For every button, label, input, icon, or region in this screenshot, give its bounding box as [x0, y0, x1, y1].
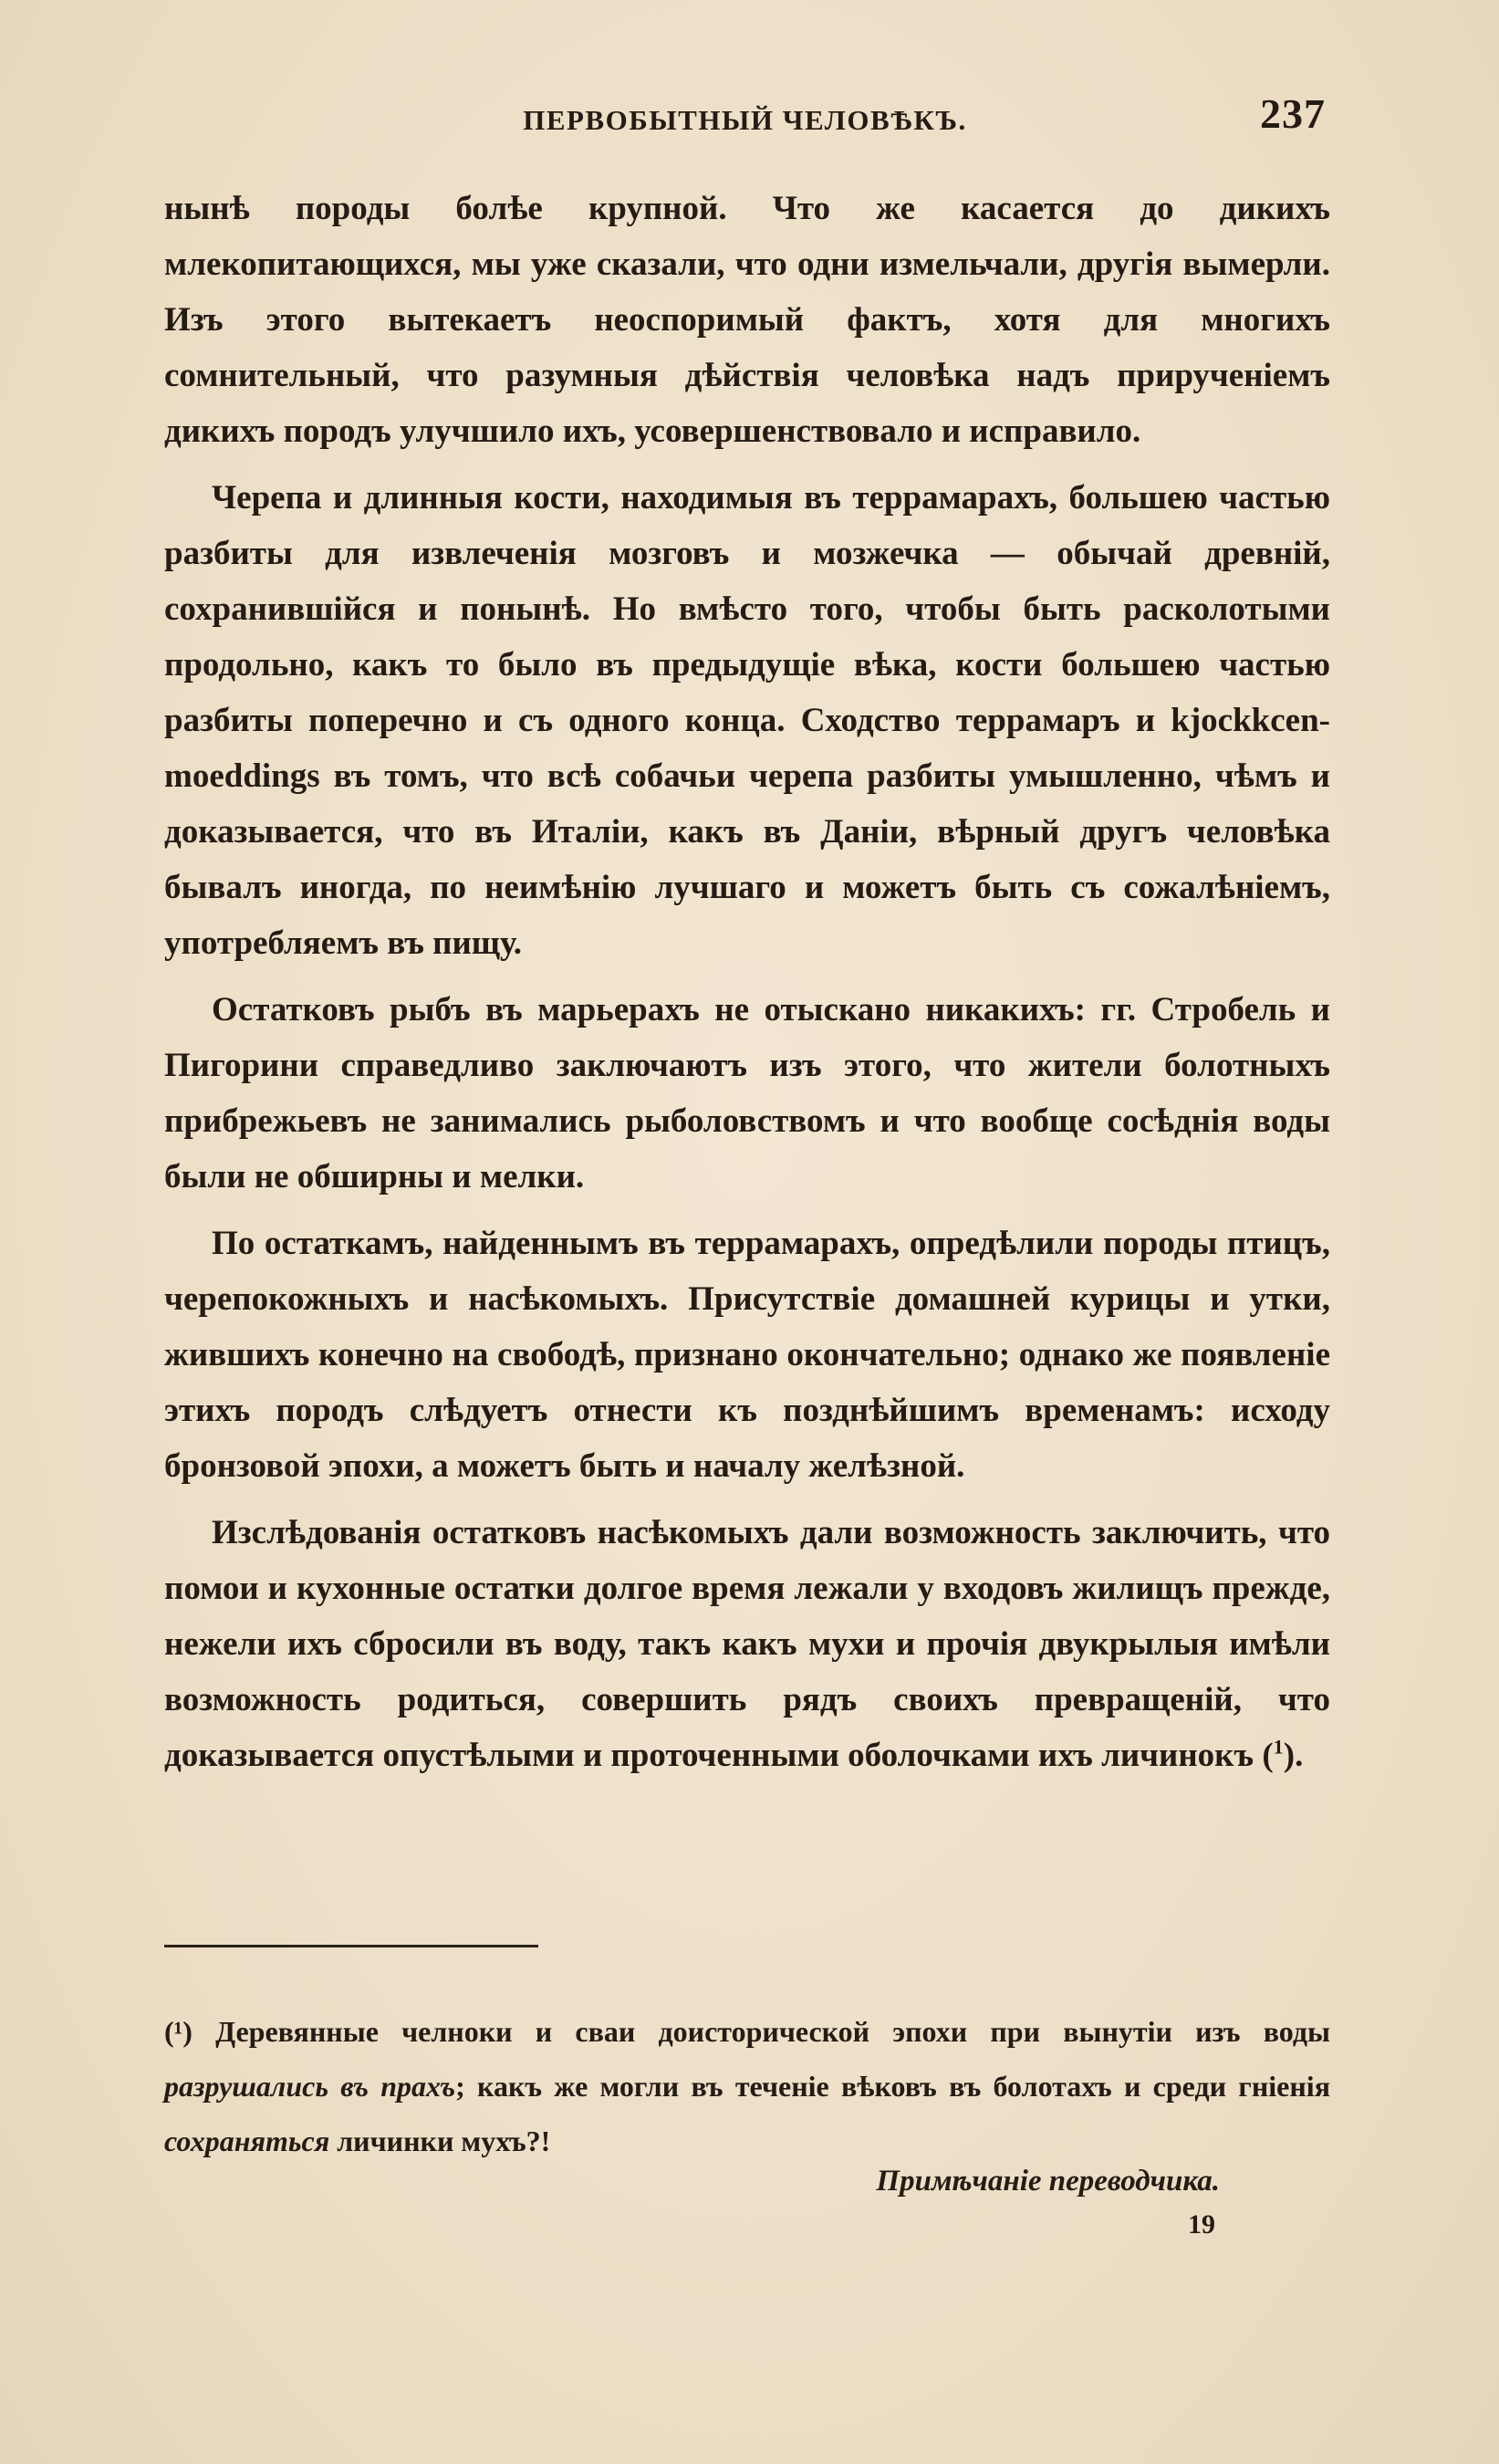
footnote — [164, 2004, 1330, 2168]
page-number: 237 — [1260, 90, 1326, 137]
paragraph-5-text: Изслѣдованія остатковъ насѣкомыхъ дали возможность заключить, что помои и кухонные остатки долгое время лежали у входовъ жилищъ прежде, нежели ихъ сбросили въ воду, такъ какъ мухи и прочія двукрылыя имѣли возможность родиться, совершить рядъ своихъ превращеній, что доказывается опустѣлыми и проточенными оболочками ихъ личинокъ — [164, 1514, 1330, 1774]
paragraph-5 — [164, 1505, 1330, 1783]
footnote-text-2: ; какъ же могли въ теченіе вѣковъ въ болотахъ и среди гніенія — [455, 2070, 1331, 2103]
footnote-marker: (¹) — [164, 2015, 193, 2048]
footnote-text-1: Деревянные челноки и сваи доисторической эпохи при вынутіи изъ воды — [192, 2015, 1330, 2048]
paragraph-2: Черепа и длинныя кости, находимыя въ террамарахъ, большею частью разбиты для извлеченія мозговъ и мозжечка — обычай древній, сохранившійся и понынѣ. Но вмѣсто того, чтобы быть расколотыми продольно, какъ то было въ предыдущіе вѣка, кости большею частью разбиты поперечно и съ одного конца. Сходство террамаръ и kjockkcen-moeddings въ томъ, что всѣ собачьи черепа разбиты умышленно, чѣмъ и доказывается, что въ Италіи, какъ въ Даніи, вѣрный другъ человѣка бывалъ иногда, по неимѣнію лучшаго и можетъ быть съ сожалѣніемъ, употребляемъ въ пищу. — [164, 479, 1330, 962]
paragraph-4: По остаткамъ, найденнымъ въ террамарахъ, опредѣлили породы птицъ, черепокожныхъ и насѣкомыхъ. Присутствіе домашней курицы и утки, жившихъ конечно на свободѣ, признано окончательно; однако же появленіе этихъ породъ слѣдуетъ отнести къ позднѣйшимъ временамъ: исходу бронзовой эпохи, а можетъ быть и началу желѣзной. — [164, 1225, 1330, 1485]
footnote-text-3: личинки мухъ?! — [329, 2125, 551, 2157]
translator-note: Примѣчаніе переводчика. — [876, 2165, 1220, 2198]
page-header — [164, 89, 1326, 153]
footnote-separator — [164, 1945, 538, 1947]
running-title: ПЕРВОБЫТНЫЙ ЧЕЛОВѢКЪ. — [523, 104, 967, 136]
footnote-italic-2: сохраняться — [164, 2125, 330, 2157]
signature-mark: 19 — [1188, 2209, 1215, 2240]
footnote-ref-open: ( — [1262, 1737, 1274, 1774]
paragraph-3: Остатковъ рыбъ въ марьерахъ не отыскано никакихъ: гг. Стробель и Пигорини справедливо заключаютъ изъ этого, что жители болотныхъ прибрежьевъ не занимались рыболовствомъ и что вообще сосѣднія воды были не обширны и мелки. — [164, 991, 1330, 1195]
main-text — [164, 181, 1330, 1794]
footnote-ref-mark: 1 — [1273, 1735, 1284, 1759]
footnote-ref-close: ). — [1283, 1737, 1304, 1774]
paragraph-1: нынѣ породы болѣе крупной. Что же касается до дикихъ млекопитающихся, мы уже сказали, что одни измельчали, другія вымерли. Изъ этого вытекаетъ неоспоримый фактъ, хотя для многихъ сомнительный, что разумныя дѣйствія человѣка надъ прирученіемъ дикихъ породъ улучшило ихъ, усовершенствовало и исправило. — [164, 190, 1330, 450]
footnote-italic-1: разрушались въ прахъ — [164, 2070, 456, 2103]
